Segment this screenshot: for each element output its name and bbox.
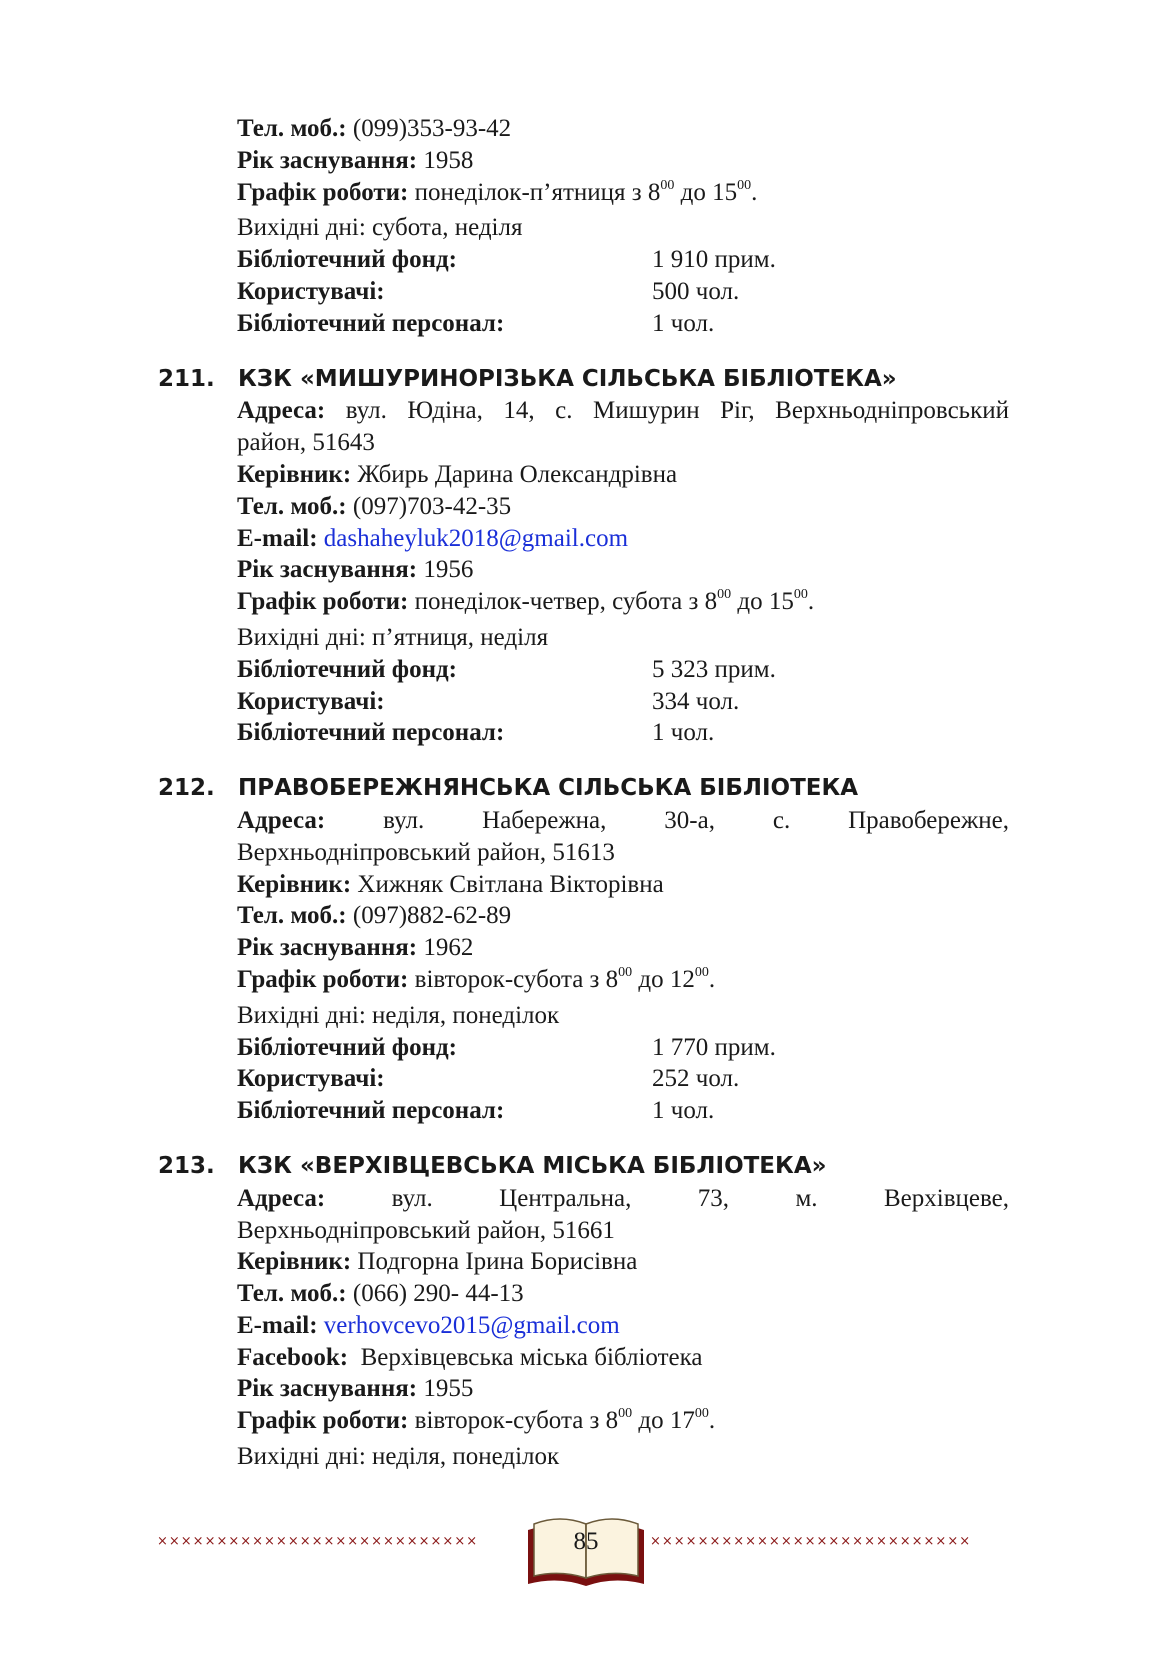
email-link[interactable]: verhovcevo2015@gmail.com bbox=[317, 1311, 620, 1339]
schedule-line: Графік роботи: понеділок-п’ятниця з $8^{00}$ до $15^{00}$. bbox=[237, 177, 758, 206]
director-line: Керівник: Подгорна Ірина Борисівна bbox=[237, 1248, 638, 1276]
schedule-label: Графік роботи: bbox=[237, 178, 409, 206]
director-line: Керівник: Хижняк Світлана Вікторівна bbox=[237, 870, 664, 898]
founded-label: Рік заснування: bbox=[237, 146, 418, 174]
address-line-2: Верхньодніпровський район, 51613 bbox=[237, 838, 615, 866]
phone-line bbox=[237, 113, 1170, 145]
ornament-left: ××××××××××××××××××××××××××× bbox=[157, 1534, 479, 1549]
days-off-line: Вихідні дні: п’ятниця, неділя bbox=[237, 623, 549, 651]
founded-value: 1958 bbox=[417, 146, 474, 174]
phone-line: Тел. моб.: (066) 290- 44-13 bbox=[237, 1280, 524, 1308]
founded-line bbox=[237, 145, 1170, 177]
users-line: Користувачі: 500 чол. bbox=[237, 277, 740, 305]
page-footer bbox=[0, 1508, 1170, 1588]
schedule-line: Графік роботи: вівторок-субота з $8^{00}$ до $12^{00}$. bbox=[237, 964, 716, 993]
days-off-line: Вихідні дні: неділя, понеділок bbox=[237, 1001, 560, 1029]
facebook-line: Facebook: Верхівцевська міська бібліотека bbox=[237, 1343, 703, 1371]
director-line: Керівник: Жбирь Дарина Олександрівна bbox=[237, 460, 678, 488]
email-line: E-mail: verhovcevo2015@gmail.com bbox=[237, 1311, 620, 1339]
phone-label: Тел. моб.: bbox=[237, 115, 347, 142]
founded-line: Рік заснування: 1956 bbox=[237, 556, 474, 584]
entry-heading-213: 213. КЗК «ВЕРХІВЦЕВСЬКА МІСЬКА БІБЛІОТЕКА» bbox=[158, 1152, 827, 1179]
founded-line: Рік заснування: 1962 bbox=[237, 934, 474, 962]
phone-value: (099)353-93-42 bbox=[346, 115, 512, 142]
schedule-line: Графік роботи: вівторок-субота з $8^{00}$ до $17^{00}$. bbox=[237, 1406, 716, 1435]
address-line: Адреса: вул. Юдіна, 14, с. Мишурин Ріг, Верхньодніпровський bbox=[237, 397, 1009, 425]
schedule-line: Графік роботи: понеділок-четвер, субота з $8^{00}$ до $15^{00}$. bbox=[237, 587, 815, 616]
founded-line: Рік заснування: 1955 bbox=[237, 1375, 474, 1403]
email-line: E-mail: dashaheyluk2018@gmail.com bbox=[237, 524, 629, 552]
address-line-2: район, 51643 bbox=[237, 429, 375, 457]
page-content bbox=[0, 113, 1170, 1473]
days-off-line: Вихідні дні: неділя, понеділок bbox=[237, 1443, 560, 1471]
phone-line: Тел. моб.: (097)703-42-35 bbox=[237, 492, 512, 520]
phone-line: Тел. моб.: (097)882-62-89 bbox=[237, 902, 512, 930]
fund-line: Бібліотечний фонд: 5 323 прим. bbox=[237, 655, 776, 683]
address-line: Адреса: вул. Набережна, 30-а, с. Правобережне, bbox=[237, 806, 1009, 834]
users-line: Користувачі: 334 чол. bbox=[237, 687, 740, 715]
staff-line: Бібліотечний персонал: 1 чол. bbox=[237, 719, 715, 747]
staff-line: Бібліотечний персонал: 1 чол. bbox=[237, 1097, 715, 1125]
fund-line: Бібліотечний фонд: 1 910 прим. bbox=[237, 246, 776, 274]
users-line: Користувачі: 252 чол. bbox=[237, 1065, 740, 1093]
address-line: Адреса: вул. Центральна, 73, м. Верхівцеве, bbox=[237, 1184, 1009, 1212]
page-number: 85 bbox=[573, 1528, 599, 1555]
staff-line: Бібліотечний персонал: 1 чол. bbox=[237, 309, 715, 337]
address-line-2: Верхньодніпровський район, 51661 bbox=[237, 1216, 615, 1244]
ornament-right: ××××××××××××××××××××××××××× bbox=[650, 1534, 972, 1549]
days-off-line: Вихідні дні: субота, неділя bbox=[237, 214, 523, 242]
entry-heading-212: 212. ПРАВОБЕРЕЖНЯНСЬКА СІЛЬСЬКА БІБЛІОТЕКА bbox=[158, 775, 859, 802]
email-link[interactable]: dashaheyluk2018@gmail.com bbox=[317, 524, 629, 552]
entry-heading-211: 211. КЗК «МИШУРИНОРІЗЬКА СІЛЬСЬКА БІБЛІОТЕКА» bbox=[158, 365, 897, 392]
fund-line: Бібліотечний фонд: 1 770 прим. bbox=[237, 1033, 776, 1061]
